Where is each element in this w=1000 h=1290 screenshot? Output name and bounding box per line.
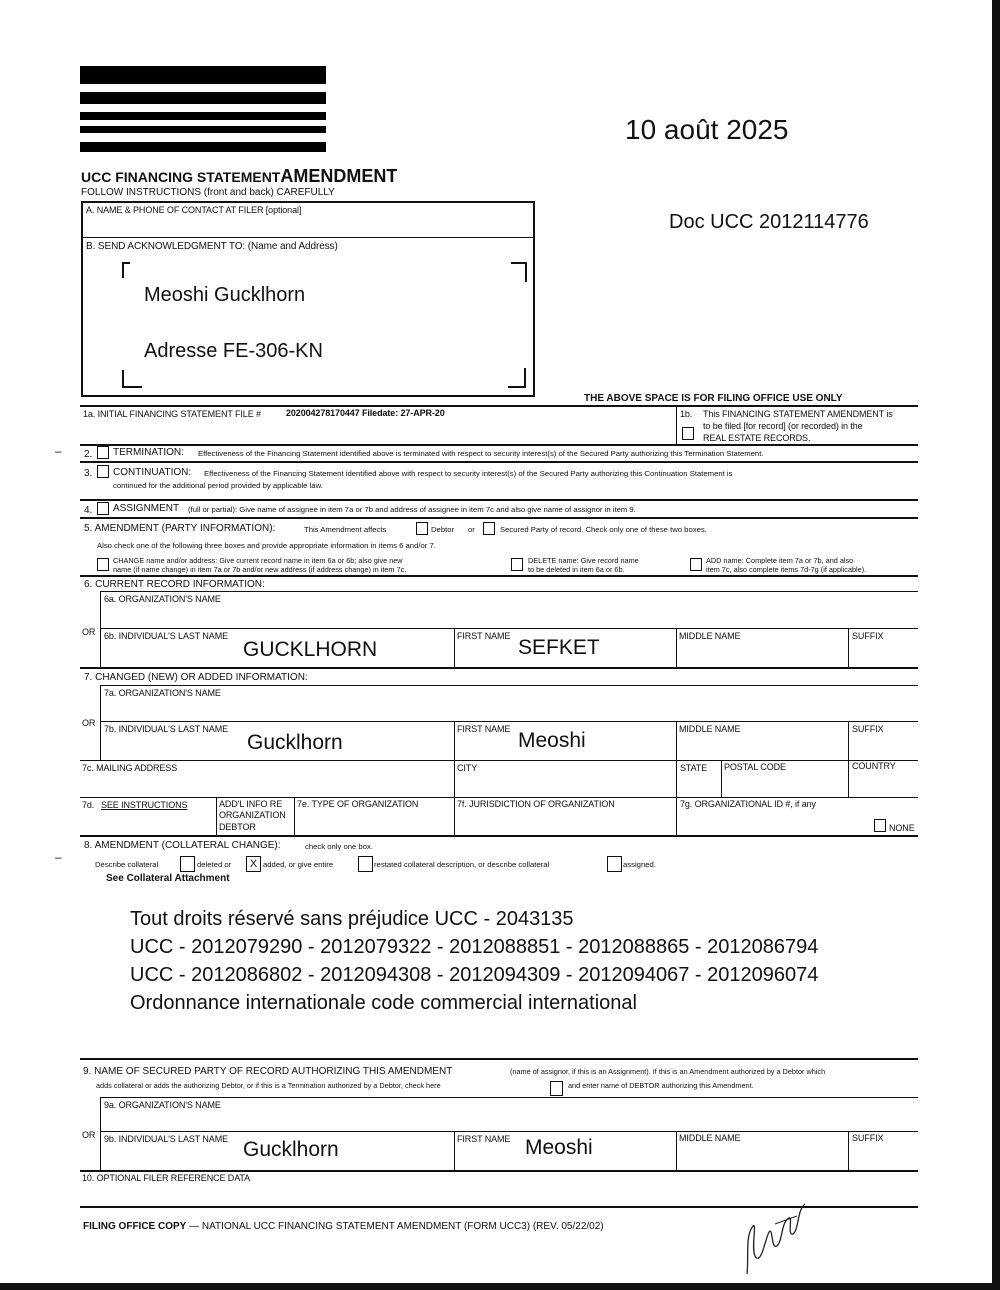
item-7f-label: 7f. JURISDICTION OF ORGANIZATION <box>457 799 615 809</box>
collateral-note-4: Ordonnance internationale code commercial international <box>130 992 637 1014</box>
secured-party-label: Secured Party of record. Check only one of these two boxes. <box>500 525 707 534</box>
item-1a-label: 1a. INITIAL FINANCING STATEMENT FILE # <box>83 409 261 419</box>
item-7b-label: 7b. INDIVIDUAL'S LAST NAME <box>104 724 228 734</box>
add-text-2: item 7c, also complete items 7d-7g (if applicable). <box>706 565 867 574</box>
secured-party-first-name: Meoshi <box>525 1136 593 1159</box>
handwritten-date: 10 août 2025 <box>625 114 789 145</box>
item-3-text2: continued for the additional period provided by applicable law. <box>113 481 323 490</box>
item-9-suffix-label: SUFFIX <box>852 1133 884 1143</box>
item-6-or: OR <box>82 627 96 637</box>
debtor-authorizing-checkbox[interactable] <box>550 1081 563 1096</box>
item-10-label: 10. OPTIONAL FILER REFERENCE DATA <box>82 1173 251 1183</box>
change-text-2: name (if name change) in item 7a or 7b and/or new address (if address change) in item 7c. <box>113 565 407 574</box>
item-9a-label: 9a. ORGANIZATION'S NAME <box>104 1100 221 1110</box>
form-title: UCC FINANCING STATEMENTAMENDMENT <box>81 166 398 186</box>
doc-number: Doc UCC 2012114776 <box>669 211 869 233</box>
city-label: CITY <box>457 763 478 773</box>
item-6-suffix-label: SUFFIX <box>852 631 884 641</box>
secured-party-checkbox[interactable] <box>483 522 495 535</box>
item-7-middle-label: MIDDLE NAME <box>679 724 741 734</box>
real-estate-checkbox[interactable] <box>682 427 694 440</box>
item-6a-label: 6a. ORGANIZATION'S NAME <box>104 594 221 604</box>
item-7a-label: 7a. ORGANIZATION'S NAME <box>104 688 221 698</box>
deleted-checkbox[interactable] <box>180 856 195 872</box>
delete-text-1: DELETE name: Give record name <box>528 556 639 565</box>
see-collateral-attachment: See Collateral Attachment <box>106 873 230 884</box>
item-6-middle-label: MIDDLE NAME <box>679 631 741 641</box>
item-7d-label: 7d. <box>82 800 95 810</box>
see-instructions-link[interactable]: SEE INSTRUCTIONS <box>101 800 188 810</box>
footer-note: FILING OFFICE COPY — NATIONAL UCC FINANCING STATEMENT AMENDMENT (FORM UCC3) (REV. 05/22/02) <box>83 1221 604 1232</box>
restated-checkbox[interactable] <box>358 856 373 872</box>
instructions-note: FOLLOW INSTRUCTIONS (front and back) CAREFULLY <box>81 187 335 198</box>
item-9-line-2: adds collateral or adds the authorizing Debtor, or if this is a Termination authorized by a Debtor, check here <box>96 1081 441 1090</box>
item-7-title: 7. CHANGED (NEW) OR ADDED INFORMATION: <box>84 672 308 683</box>
none-checkbox[interactable] <box>874 819 886 832</box>
item-1a-value: 202004278170447 Filedate: 27-APR-20 <box>286 408 445 418</box>
restated-label: restated collateral description, or describe collateral <box>374 860 550 869</box>
termination-checkbox[interactable] <box>97 446 109 459</box>
debtor-label: Debtor <box>431 525 455 534</box>
state-label: STATE <box>680 763 708 773</box>
item-2-text: Effectiveness of the Financing Statement identified above is terminated with respect to security interest(s) of the Secured Party authorizing this Termination Statement. <box>198 449 764 458</box>
item-3-title: CONTINUATION: <box>113 467 192 478</box>
country-label: COUNTRY <box>852 761 896 771</box>
item-9-title-cont: (name of assignor, if this is an Assignment). If this is an Amendment authorized by a Debtor which <box>510 1067 826 1076</box>
signature-mark <box>735 1196 815 1278</box>
item-9b-label: 9b. INDIVIDUAL'S LAST NAME <box>104 1134 228 1144</box>
addl-info-3: DEBTOR <box>219 822 256 832</box>
item-1b-line1: This FINANCING STATEMENT AMENDMENT is <box>703 409 893 419</box>
debtor-checkbox[interactable] <box>416 522 428 535</box>
item-9-middle-label: MIDDLE NAME <box>679 1133 741 1143</box>
describe-collateral: Describe collateral <box>95 860 159 869</box>
item-1b-number: 1b. <box>680 409 693 419</box>
acknowledgment-name: Meoshi Gucklhorn <box>144 284 306 306</box>
addl-info-2: ORGANIZATION <box>219 810 286 820</box>
item-6-title: 6. CURRENT RECORD INFORMATION: <box>84 579 265 590</box>
item-5-title: 5. AMENDMENT (PARTY INFORMATION): <box>84 523 276 534</box>
filing-office-note: THE ABOVE SPACE IS FOR FILING OFFICE USE ONLY <box>584 393 843 404</box>
postal-label: POSTAL CODE <box>724 762 786 772</box>
assignment-checkbox[interactable] <box>97 502 109 515</box>
continuation-checkbox[interactable] <box>97 465 109 478</box>
item-6-first-label: FIRST NAME <box>457 631 511 641</box>
item-7-or: OR <box>82 718 96 728</box>
item-8-title: 8. AMENDMENT (COLLATERAL CHANGE): <box>84 840 281 851</box>
item-3-text1: Effectiveness of the Financing Statement identified above with respect to security interest(s) of the Secured Party authorizing this Continuation Statement is <box>204 469 733 478</box>
item-3-number: 3. <box>84 468 93 479</box>
item-7e-label: 7e. TYPE OF ORGANIZATION <box>297 799 419 809</box>
item-9-first-label: FIRST NAME <box>457 1134 511 1144</box>
change-text-1: CHANGE name and/or address: Give current record name in item 6a or 6b; also give new <box>113 556 403 565</box>
new-first-name: Meoshi <box>518 729 586 752</box>
add-name-checkbox[interactable] <box>690 558 702 571</box>
new-last-name: Gucklhorn <box>247 731 343 754</box>
acknowledgment-address: Adresse FE-306-KN <box>144 340 323 362</box>
item-1b-line2: to be filed [for record] (or recorded) in the <box>703 421 863 431</box>
item-7c-label: 7c. MAILING ADDRESS <box>82 763 178 773</box>
item-2-number: 2. <box>84 449 93 460</box>
assigned-label: assigned. <box>623 860 656 869</box>
box-a-label: A. NAME & PHONE OF CONTACT AT FILER [optional] <box>86 205 302 215</box>
deleted-label: deleted or <box>197 860 232 869</box>
addl-info-1: ADD'L INFO RE <box>219 799 283 809</box>
current-last-name: GUCKLHORN <box>243 638 378 661</box>
box-b-label: B. SEND ACKNOWLEDGMENT TO: (Name and Address) <box>86 241 338 252</box>
item-9-title: 9. NAME OF SECURED PARTY OF RECORD AUTHORIZING THIS AMENDMENT <box>83 1066 453 1077</box>
assigned-checkbox[interactable] <box>607 856 622 872</box>
item-7-suffix-label: SUFFIX <box>852 724 884 734</box>
item-9-or: OR <box>82 1130 96 1140</box>
collateral-note-2: UCC - 2012079290 - 2012079322 - 2012088851 - 2012088865 - 2012086794 <box>130 936 819 958</box>
item-4-number: 4. <box>84 505 93 516</box>
item-4-title: ASSIGNMENT <box>113 503 180 514</box>
current-first-name: SEFKET <box>518 636 600 659</box>
added-label: added, or give entire <box>263 860 334 869</box>
collateral-note-3: UCC - 2012086802 - 2012094308 - 2012094309 - 2012094067 - 2012096074 <box>130 964 819 986</box>
item-7g-label: 7g. ORGANIZATIONAL ID #, if any <box>680 799 816 809</box>
item-4-text: (full or partial): Give name of assignee in item 7a or 7b and address of assignee in item 7c and also give name of assignor in item 9. <box>188 505 636 514</box>
item-5-affects: This Amendment affects <box>304 525 387 534</box>
item-2-title: TERMINATION: <box>113 447 184 458</box>
add-text-1: ADD name: Complete item 7a or 7b, and also <box>706 556 854 565</box>
item-9-line-2b: and enter name of DEBTOR authorizing this Amendment. <box>568 1081 754 1090</box>
delete-text-2: to be deleted in item 6a or 6b. <box>528 565 625 574</box>
collateral-note-1: Tout droits réservé sans préjudice UCC - 2043135 <box>130 908 574 930</box>
delete-name-checkbox[interactable] <box>511 558 523 571</box>
added-checkbox[interactable]: X <box>246 856 261 872</box>
secured-party-last-name: Gucklhorn <box>243 1138 339 1161</box>
item-6b-label: 6b. INDIVIDUAL'S LAST NAME <box>104 631 228 641</box>
item-8-check-one: check only one box. <box>305 842 373 851</box>
item-7-first-label: FIRST NAME <box>457 724 511 734</box>
item-1b-line3: REAL ESTATE RECORDS. <box>703 433 811 443</box>
or-label: or <box>468 525 475 534</box>
change-name-checkbox[interactable] <box>97 558 109 571</box>
none-label: NONE <box>889 823 915 833</box>
item-5-also: Also check one of the following three boxes and provide appropriate information in items 6 and/or 7. <box>97 541 436 550</box>
